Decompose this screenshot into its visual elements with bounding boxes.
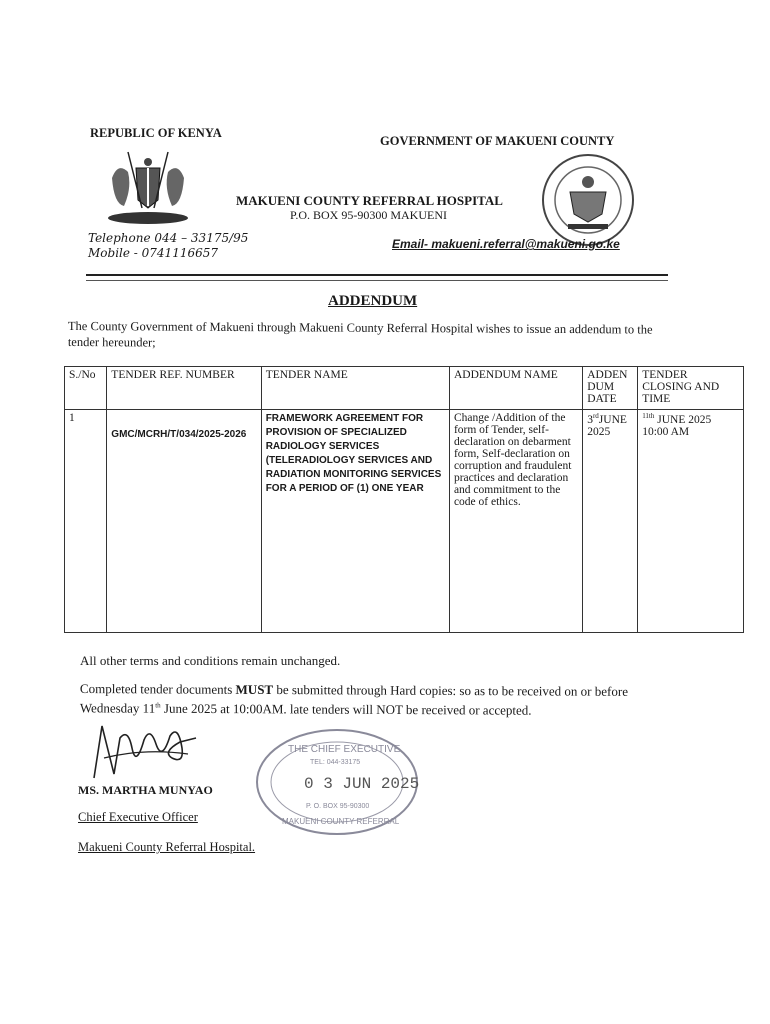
closing-date: JUNE 2025 bbox=[657, 413, 712, 426]
email-link[interactable]: Email- makueni.referral@makueni.go.ke bbox=[392, 237, 620, 251]
telephone: Telephone 044 – 33175/95 bbox=[88, 231, 249, 245]
submission-text-a: Completed tender documents bbox=[79, 681, 236, 697]
signatory-title: Chief Executive Officer bbox=[78, 810, 198, 824]
signatory-organization: Makueni County Referral Hospital. bbox=[78, 840, 256, 854]
date-suffix: rd bbox=[592, 412, 599, 420]
cell-addendum-date bbox=[583, 410, 638, 633]
header-right: GOVERNMENT OF MAKUENI COUNTY bbox=[380, 134, 615, 148]
date-day: 3 bbox=[587, 413, 593, 426]
header-divider-thin bbox=[86, 280, 668, 281]
submission-emphasis: MUST bbox=[235, 681, 274, 698]
kenya-coat-of-arms-icon bbox=[98, 148, 198, 224]
tender-ref: GMC/MCRH/T/034/2025-2026 bbox=[111, 429, 247, 440]
header-divider bbox=[86, 274, 668, 276]
hospital-name: MAKUENI COUNTY REFERRAL HOSPITAL bbox=[236, 193, 503, 208]
cell-closing bbox=[638, 410, 744, 633]
table-row bbox=[65, 410, 744, 633]
column-header: TENDER NAME bbox=[261, 367, 449, 410]
stamp-box: P. O. BOX 95-90300 bbox=[306, 803, 370, 810]
column-header: ADDEN DUM DATE bbox=[583, 367, 638, 410]
submission-text-c: be submitted through Hard copies: so as to be received on or before Wednesday 11 bbox=[79, 682, 629, 716]
stamp-bottom-text: MAKUENI COUNTY REFERRAL bbox=[282, 817, 400, 826]
signatory-name: MS. MARTHA MUNYAO bbox=[78, 783, 213, 797]
stamp-date: 0 3 JUN 2025 bbox=[304, 775, 420, 793]
submission-paragraph bbox=[80, 680, 680, 719]
stamp-top-text: THE CHIEF EXECUTIVE bbox=[288, 744, 401, 755]
cell-addendum: Change /Addition of the form of Tender, self-declaration on debarment form, Self-declaration on corruption and fraudulent practices and declaration and commitment to the code of ethics. bbox=[449, 410, 582, 633]
mobile: Mobile - 0741116657 bbox=[88, 246, 219, 260]
column-header: ADDENDUM NAME bbox=[449, 367, 582, 410]
makueni-county-seal-icon bbox=[540, 152, 636, 248]
cell-ref bbox=[107, 410, 261, 633]
intro-paragraph: The County Government of Makueni through Makueni County Referral Hospital wishes to issue an addendum to the tender hereunder; bbox=[67, 318, 653, 350]
submission-sup: th bbox=[155, 701, 161, 710]
stamp-tel: TEL: 044-33175 bbox=[310, 759, 361, 766]
submission-text-d: June 2025 at 10:00AM. late tenders will NOT be received or accepted. bbox=[160, 700, 532, 718]
hospital-po-box: P.O. BOX 95-90300 MAKUENI bbox=[290, 208, 448, 222]
column-header: TENDER CLOSING AND TIME bbox=[638, 367, 744, 410]
tender-table bbox=[64, 366, 744, 633]
tender-name: FRAMEWORK AGREEMENT FOR PROVISION OF SPECIALIZED RADIOLOGY SERVICES (TELERADIOLOGY SERVICES AND RADIATION MONITORING SERVICES FOR A PERIOD OF (1) ONE YEAR bbox=[265, 413, 442, 494]
cell-tender-name bbox=[261, 410, 449, 633]
official-date-stamp-icon bbox=[252, 724, 422, 840]
table-header-row bbox=[65, 367, 744, 410]
column-header: S./No bbox=[65, 367, 107, 410]
column-header: TENDER REF. NUMBER bbox=[107, 367, 261, 410]
handwritten-signature-icon bbox=[84, 718, 204, 788]
header-left: REPUBLIC OF KENYA bbox=[90, 126, 222, 140]
cell-sno: 1 bbox=[65, 410, 107, 633]
closing-day: 11th bbox=[642, 412, 655, 420]
closing-time: 10:00 AM bbox=[642, 425, 690, 438]
document-title: ADDENDUM bbox=[328, 293, 418, 309]
date-rest: JUNE 2025 bbox=[587, 413, 627, 438]
terms-paragraph: All other terms and conditions remain unchanged. bbox=[80, 653, 341, 668]
